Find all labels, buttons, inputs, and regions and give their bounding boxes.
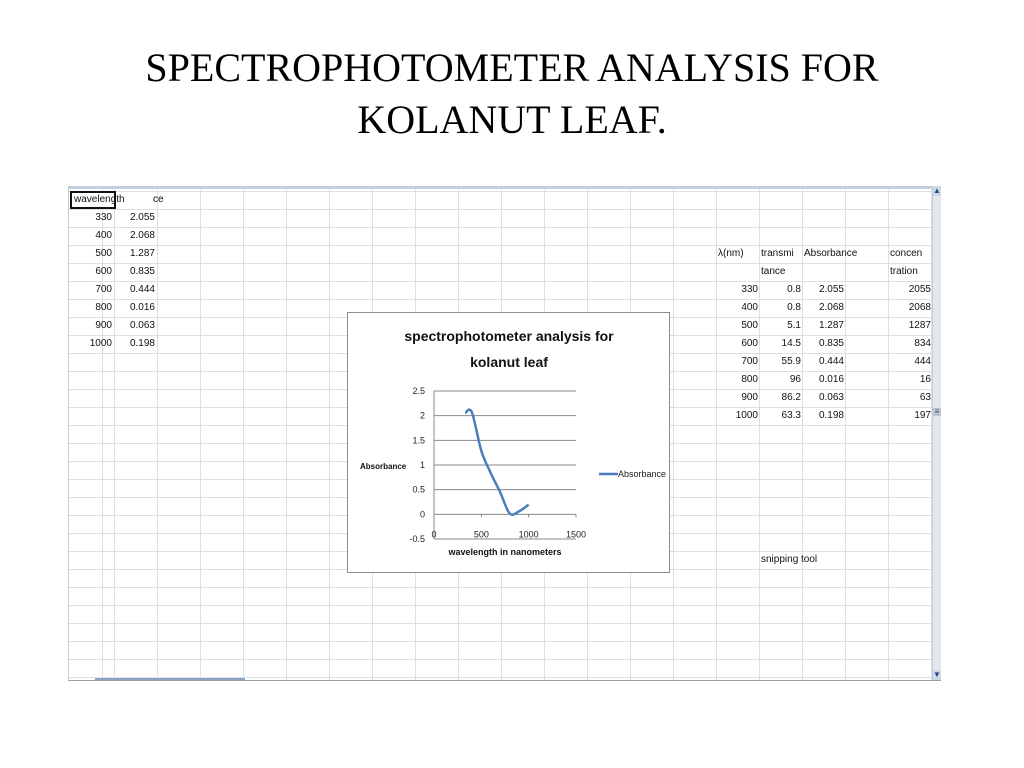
cell-concentration[interactable]: 16 bbox=[919, 374, 931, 385]
chart-x-tick-label: 1500 bbox=[565, 529, 587, 540]
cell-absorbance[interactable]: 2.068 bbox=[129, 230, 155, 241]
chart-y-tick-label: 0 bbox=[419, 509, 425, 520]
cell-absorbance[interactable]: 2.068 bbox=[818, 302, 844, 313]
cell-wavelength[interactable]: 330 bbox=[95, 212, 112, 223]
cell-concentration[interactable]: 2055 bbox=[908, 284, 931, 295]
cell-header-concentration-2[interactable]: tration bbox=[890, 266, 918, 277]
cell-concentration[interactable]: 197 bbox=[914, 410, 931, 421]
cell-transmittance[interactable]: 0.8 bbox=[787, 302, 801, 313]
scroll-split-handle-icon[interactable]: ≡ bbox=[934, 407, 940, 416]
cell-concentration[interactable]: 2068 bbox=[908, 302, 931, 313]
chart-x-tick-label: 0 bbox=[431, 529, 437, 540]
chart-y-tick-label: 0.5 bbox=[412, 484, 425, 495]
cell-absorbance[interactable]: 0.016 bbox=[818, 374, 844, 385]
cell-transmittance[interactable]: 96 bbox=[789, 374, 801, 385]
cell-note-snipping-tool[interactable]: snipping tool bbox=[761, 554, 818, 565]
scroll-up-arrow-icon[interactable]: ▲ bbox=[933, 186, 941, 195]
cell-lambda[interactable]: 400 bbox=[741, 302, 758, 313]
chart-title-line-1: spectrophotometer analysis for bbox=[404, 328, 614, 344]
cell-lambda[interactable]: 700 bbox=[741, 356, 758, 367]
vertical-scrollbar[interactable] bbox=[932, 186, 941, 680]
chart-canvas bbox=[348, 313, 671, 574]
cell-absorbance[interactable]: 2.055 bbox=[818, 284, 844, 295]
slide-title bbox=[0, 42, 1024, 146]
sheet-tab-strip bbox=[95, 678, 245, 680]
cell-absorbance[interactable]: 0.198 bbox=[818, 410, 844, 421]
cell-absorbance[interactable]: 0.198 bbox=[129, 338, 155, 349]
cell-lambda[interactable]: 500 bbox=[741, 320, 758, 331]
cell-absorbance[interactable]: 1.287 bbox=[818, 320, 844, 331]
cell-header-absorbance[interactable]: Absorbance bbox=[804, 248, 858, 259]
cell-wavelength[interactable]: 700 bbox=[95, 284, 112, 295]
chart-y-tick-label: 2 bbox=[419, 410, 425, 421]
slide-title-line-2: KOLANUT LEAF. bbox=[357, 97, 667, 142]
slide-title-line-1: SPECTROPHOTOMETER ANALYSIS FOR bbox=[145, 45, 879, 90]
cell-absorbance[interactable]: 1.287 bbox=[129, 248, 155, 259]
chart-y-tick-label: 1.5 bbox=[412, 435, 425, 446]
cell-header-partial[interactable]: ce bbox=[153, 194, 164, 205]
chart-y-axis-label: Absorbance bbox=[360, 462, 407, 471]
absorbance-chart[interactable] bbox=[347, 312, 670, 573]
chart-x-axis-label: wavelength in nanometers bbox=[448, 547, 562, 557]
cell-transmittance[interactable]: 0.8 bbox=[787, 284, 801, 295]
chart-x-tick-label: 500 bbox=[473, 529, 489, 540]
chart-series-line bbox=[465, 410, 528, 515]
chart-x-tick-label: 1000 bbox=[518, 529, 539, 540]
cell-absorbance[interactable]: 0.835 bbox=[129, 266, 155, 277]
cell-transmittance[interactable]: 55.9 bbox=[781, 356, 801, 367]
cell-absorbance[interactable]: 0.063 bbox=[129, 320, 155, 331]
cell-header-transmittance-2[interactable]: tance bbox=[761, 266, 786, 277]
sheet-top-border bbox=[69, 186, 933, 189]
chart-y-tick-label: 2.5 bbox=[412, 386, 425, 396]
cell-absorbance[interactable]: 0.444 bbox=[818, 356, 844, 367]
cell-absorbance[interactable]: 0.016 bbox=[129, 302, 155, 313]
cell-concentration[interactable]: 834 bbox=[914, 338, 931, 349]
cell-concentration[interactable]: 63 bbox=[919, 392, 931, 403]
cell-lambda[interactable]: 330 bbox=[741, 284, 758, 295]
cell-absorbance[interactable]: 0.063 bbox=[818, 392, 844, 403]
cell-absorbance[interactable]: 0.835 bbox=[818, 338, 844, 349]
cell-header-lambda[interactable]: λ(nm) bbox=[718, 248, 744, 259]
cell-lambda[interactable]: 900 bbox=[741, 392, 758, 403]
cell-wavelength[interactable]: 1000 bbox=[89, 338, 112, 349]
cell-header-transmittance-1[interactable]: transmi bbox=[761, 248, 794, 259]
cell-wavelength[interactable]: 600 bbox=[95, 266, 112, 277]
cell-transmittance[interactable]: 63.3 bbox=[781, 410, 801, 421]
cell-lambda[interactable]: 600 bbox=[741, 338, 758, 349]
chart-y-tick-label: 1 bbox=[419, 460, 425, 470]
chart-y-tick-label: -0.5 bbox=[409, 534, 425, 544]
scroll-down-arrow-icon[interactable]: ▼ bbox=[933, 670, 941, 679]
cell-wavelength[interactable]: 500 bbox=[95, 248, 112, 259]
cell-concentration[interactable]: 1287 bbox=[908, 320, 931, 331]
cell-absorbance[interactable]: 2.055 bbox=[129, 212, 155, 223]
cell-transmittance[interactable]: 5.1 bbox=[787, 320, 801, 331]
chart-legend-label: Absorbance bbox=[618, 469, 667, 479]
cell-header-concentration-1[interactable]: concen bbox=[890, 248, 923, 259]
cell-wavelength[interactable]: 900 bbox=[95, 320, 112, 331]
cell-concentration[interactable]: 444 bbox=[914, 356, 931, 367]
cell-transmittance[interactable]: 14.5 bbox=[781, 338, 801, 349]
cell-lambda[interactable]: 1000 bbox=[735, 410, 758, 421]
cell-absorbance[interactable]: 0.444 bbox=[129, 284, 155, 295]
cell-transmittance[interactable]: 86.2 bbox=[781, 392, 801, 403]
cell-lambda[interactable]: 800 bbox=[741, 374, 758, 385]
cell-wavelength[interactable]: 800 bbox=[95, 302, 112, 313]
chart-title-line-2: kolanut leaf bbox=[470, 354, 548, 370]
cell-header-wavelength[interactable]: wavelength bbox=[70, 191, 116, 209]
cell-wavelength[interactable]: 400 bbox=[95, 230, 112, 241]
